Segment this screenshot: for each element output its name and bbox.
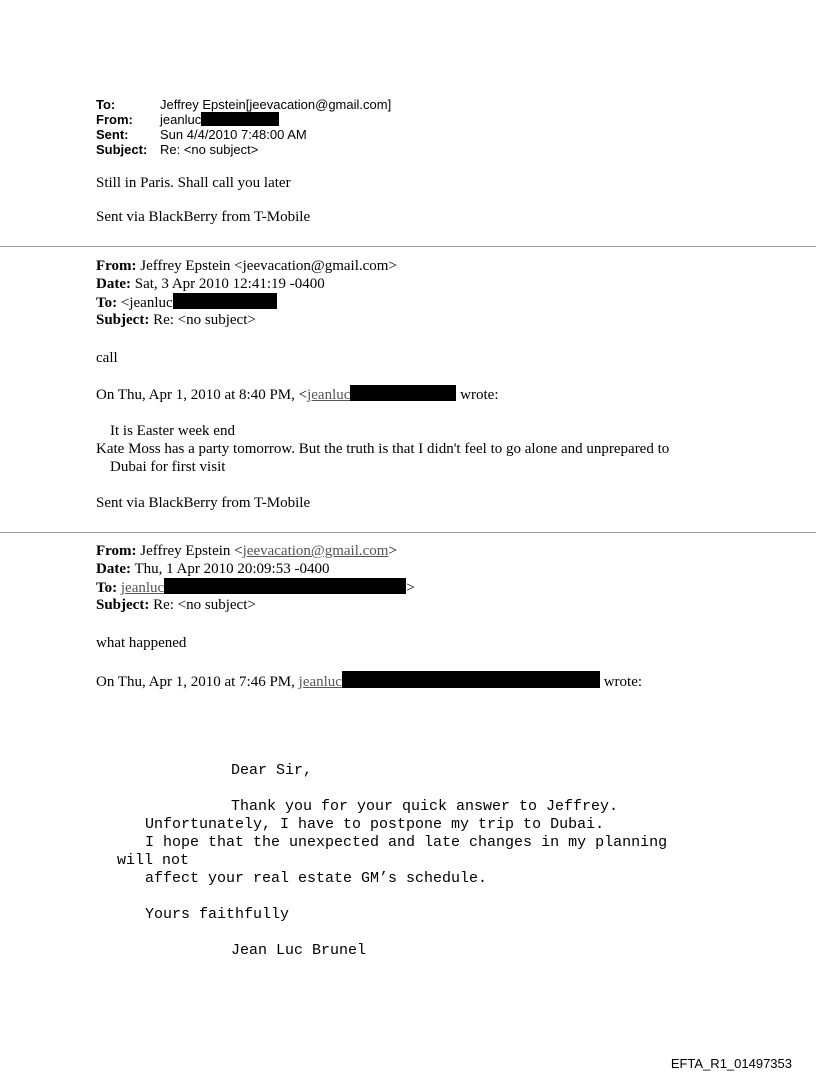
to-value: Jeffrey Epstein[jeevacation@gmail.com] — [160, 97, 392, 112]
message3-subject — [96, 596, 256, 614]
subject-value: Re: <no subject> — [160, 142, 259, 157]
date-value: Sat, 3 Apr 2010 12:41:19 -0400 — [130, 276, 325, 292]
redaction-box — [342, 671, 600, 688]
email-link[interactable]: jeanluc — [307, 387, 351, 403]
message3-to — [96, 578, 415, 597]
letter-line: Thank you for your quick answer to Jeffrey. — [231, 798, 619, 815]
message3-quote-header — [96, 671, 642, 691]
message3-date — [96, 560, 329, 578]
email-link[interactable]: jeanluc — [120, 580, 165, 596]
header-subject-row — [96, 142, 258, 157]
subject-label: Subject: — [96, 142, 148, 157]
from-suffix: > — [388, 543, 397, 559]
message2-body: call — [96, 350, 118, 366]
date-value: Thu, 1 Apr 2010 20:09:53 -0400 — [130, 561, 330, 577]
date-label: Date: — [96, 276, 131, 292]
subject-value: Re: <no subject> — [149, 312, 256, 328]
email-link[interactable]: jeanluc — [298, 674, 342, 690]
to-suffix: > — [406, 580, 415, 596]
letter-signer: Jean Luc Brunel — [231, 942, 367, 959]
message3-from — [96, 542, 397, 560]
letter-line: Unfortunately, I have to postpone my trip to Dubai. — [145, 816, 605, 833]
message3-body: what happened — [96, 635, 187, 651]
quote-suffix: wrote: — [603, 674, 643, 690]
to-label: To: — [96, 97, 116, 112]
from-label: From: — [96, 543, 137, 559]
quoted-line: Dubai for first visit — [110, 459, 226, 475]
message2-subject — [96, 311, 256, 329]
divider — [0, 532, 816, 533]
from-prefix: Jeffrey Epstein < — [136, 543, 243, 559]
message2-date — [96, 275, 325, 293]
quote-prefix: On Thu, Apr 1, 2010 at 8:40 PM, < — [96, 387, 308, 403]
redaction-box — [164, 578, 406, 594]
letter-closing: Yours faithfully — [145, 906, 290, 923]
redaction-box — [173, 293, 277, 309]
quote-prefix: On Thu, Apr 1, 2010 at 7:46 PM, — [96, 674, 299, 690]
date-label: Date: — [96, 561, 131, 577]
from-label: From: — [96, 112, 133, 127]
header-from-row — [96, 112, 279, 127]
to-label: To: — [96, 580, 118, 596]
message2-signature: Sent via BlackBerry from T-Mobile — [96, 495, 311, 511]
subject-label: Subject: — [96, 312, 150, 328]
quoted-line: Kate Moss has a party tomorrow. But the truth is that I didn't feel to go alone and unprepared to — [96, 441, 670, 457]
message2-quote-header — [96, 385, 499, 404]
message1-signature: Sent via BlackBerry from T-Mobile — [96, 209, 311, 225]
subject-label: Subject: — [96, 597, 150, 613]
header-to-row — [96, 97, 391, 112]
divider — [0, 246, 816, 247]
sent-value: Sun 4/4/2010 7:48:00 AM — [160, 127, 307, 142]
quoted-line: It is Easter week end — [110, 423, 235, 439]
email-link[interactable]: jeevacation@gmail.com — [242, 543, 389, 559]
header-sent-row — [96, 127, 307, 142]
sent-label: Sent: — [96, 127, 129, 142]
redaction-box — [350, 385, 456, 401]
letter-line: will not — [117, 852, 190, 869]
subject-value: Re: <no subject> — [149, 597, 256, 613]
from-value: Jeffrey Epstein <jeevacation@gmail.com> — [136, 258, 397, 274]
message2-from — [96, 257, 397, 275]
letter-greeting: Dear Sir, — [231, 762, 313, 779]
to-label: To: — [96, 295, 118, 311]
message2-to — [96, 293, 277, 312]
from-value: jeanluc — [160, 112, 202, 127]
message1-body: Still in Paris. Shall call you later — [96, 175, 291, 191]
document-id: EFTA_R1_01497353 — [670, 1056, 792, 1071]
to-value: <jeanluc — [117, 295, 173, 311]
redaction-box — [201, 112, 279, 126]
letter-line: affect your real estate GM’s schedule. — [145, 870, 488, 887]
from-label: From: — [96, 258, 137, 274]
quote-suffix: wrote: — [460, 387, 499, 403]
letter-line: I hope that the unexpected and late changes in my planning — [145, 834, 668, 851]
